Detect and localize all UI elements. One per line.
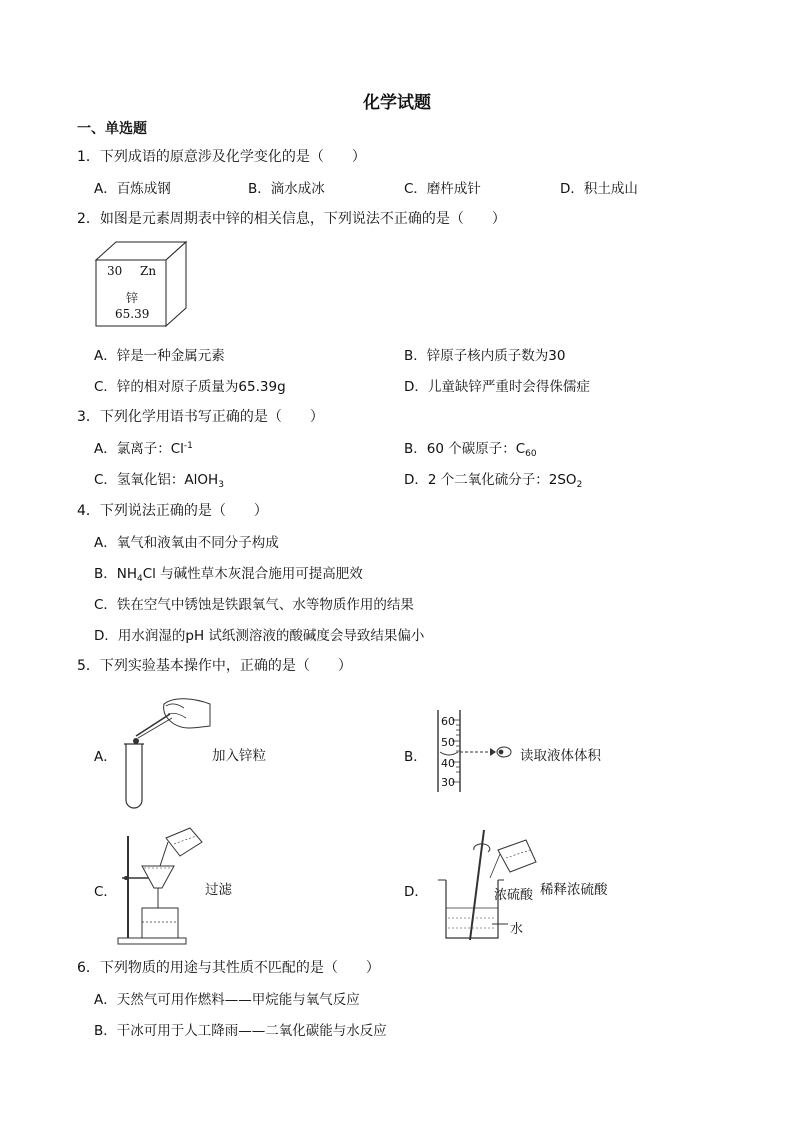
cylinder-tick-40: 40 — [441, 757, 455, 770]
question-2-option-c[interactable]: C．锌的相对原子质量为65.39g — [94, 379, 286, 395]
question-2-stem: 2．如图是元素周期表中锌的相关信息，下列说法不正确的是（ ） — [77, 211, 506, 227]
page-title: 化学试题 — [363, 93, 431, 113]
question-5-option-b[interactable]: B． — [404, 749, 427, 765]
question-1-option-d[interactable]: D．积土成山 — [560, 181, 638, 197]
element-name: 锌 — [126, 291, 139, 305]
question-4-option-a[interactable]: A．氧气和液氧由不同分子构成 — [94, 535, 279, 551]
question-5-stem: 5．下列实验基本操作中，正确的是（ ） — [77, 658, 352, 674]
question-4-stem: 4．下列说法正确的是（ ） — [77, 503, 268, 519]
question-1-stem: 1．下列成语的原意涉及化学变化的是（ ） — [77, 149, 366, 165]
cylinder-tick-50: 50 — [441, 736, 455, 749]
read-volume-label: 读取液体体积 — [520, 748, 601, 764]
question-1-option-a[interactable]: A．百炼成钢 — [94, 181, 171, 197]
question-5-option-a[interactable]: A． — [94, 749, 117, 765]
cylinder-tick-30: 30 — [441, 776, 455, 789]
question-3-option-d[interactable]: D．2 个二氧化硫分子：$2SO_2$ — [404, 472, 583, 490]
question-3-stem: 3．下列化学用语书写正确的是（ ） — [77, 409, 324, 425]
question-6-option-a[interactable]: A．天然气可用作燃料——甲烷能与氧气反应 — [94, 992, 360, 1008]
question-3-option-c[interactable]: C．氢氧化铝：AlOH$_3$ — [94, 472, 224, 490]
add-zinc-label: 加入锌粒 — [212, 748, 266, 764]
add-zinc-illustration — [114, 696, 214, 812]
water-label: 水 — [510, 922, 524, 937]
question-5-option-d[interactable]: D． — [404, 884, 428, 900]
section-heading: 一、单选题 — [77, 121, 147, 137]
question-3-option-a[interactable]: A．氯离子：$Cl^{-1}$ — [94, 441, 193, 457]
question-1-option-b[interactable]: B．滴水成冰 — [248, 181, 325, 197]
question-4-option-b[interactable]: B．$NH_4Cl$ 与碱性草木灰混合施用可提高肥效 — [94, 566, 363, 584]
dilute-acid-label: 稀释浓硫酸 — [540, 882, 608, 898]
element-mass: 65.39 — [115, 307, 150, 321]
question-6-stem: 6．下列物质的用途与其性质不匹配的是（ ） — [77, 960, 380, 976]
question-2-option-b[interactable]: B．锌原子核内质子数为30 — [404, 348, 566, 364]
question-1-option-c[interactable]: C．磨杵成针 — [404, 181, 481, 197]
question-2-option-d[interactable]: D．儿童缺锌严重时会得侏儒症 — [404, 379, 590, 395]
question-5-option-c[interactable]: C． — [94, 884, 117, 900]
question-4-option-d[interactable]: D．用水润湿的pH 试纸测溶液的酸碱度会导致结果偏小 — [94, 628, 425, 644]
question-4-option-c[interactable]: C．铁在空气中锈蚀是铁跟氧气、水等物质作用的结果 — [94, 597, 414, 613]
question-6-option-b[interactable]: B．干冰可用于人工降雨——二氧化碳能与水反应 — [94, 1023, 387, 1039]
question-3-option-b[interactable]: B．60 个碳原子：$C_{60}$ — [404, 441, 537, 459]
concentrated-acid-label: 浓硫酸 — [494, 888, 534, 903]
element-symbol: Zn — [140, 264, 157, 278]
element-atomic-number: 30 — [107, 264, 123, 278]
filtration-apparatus — [114, 826, 208, 946]
question-2-option-a[interactable]: A．锌是一种金属元素 — [94, 348, 225, 364]
cylinder-tick-60: 60 — [441, 715, 455, 728]
filtration-label: 过滤 — [205, 882, 232, 898]
